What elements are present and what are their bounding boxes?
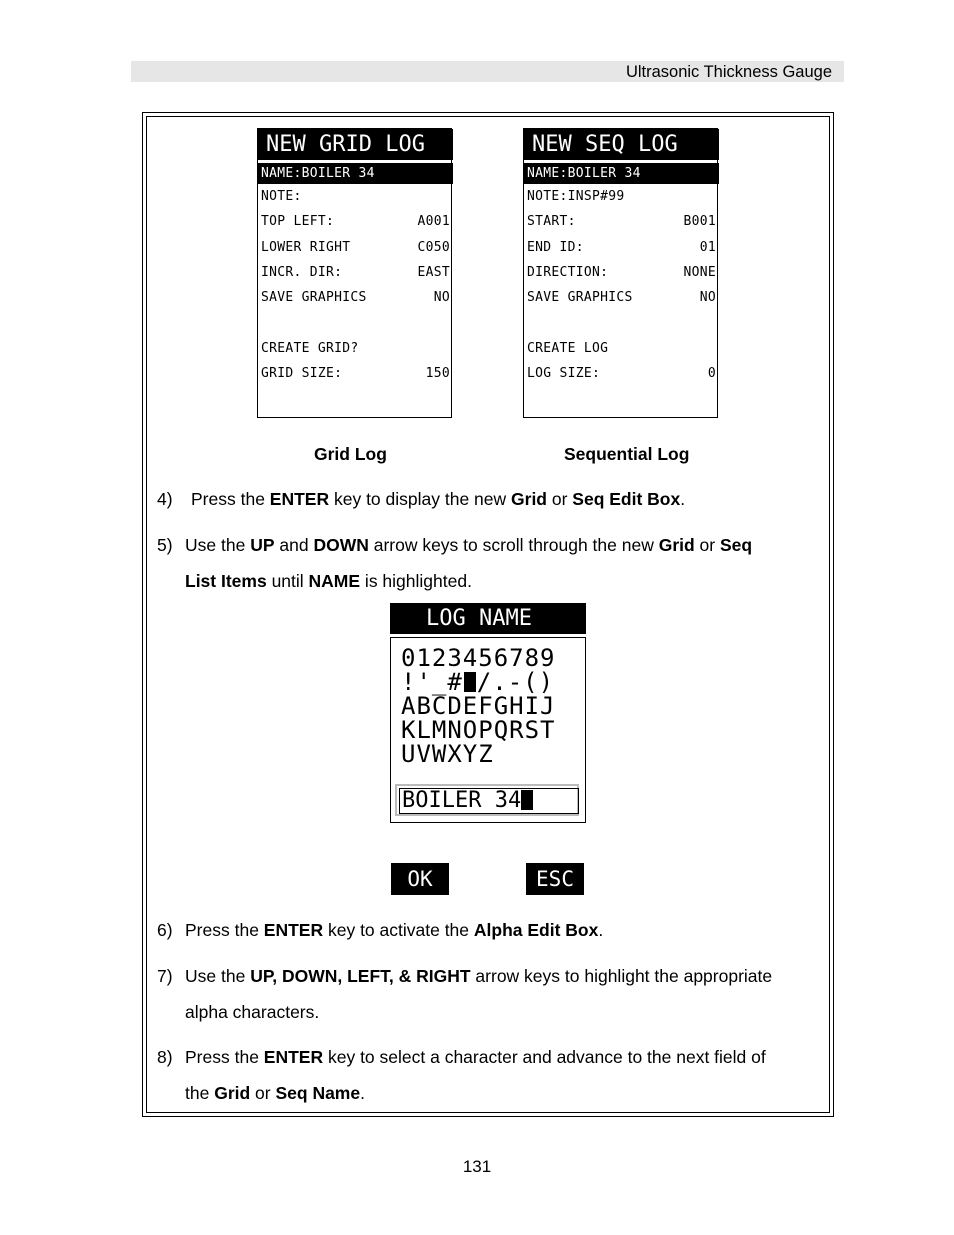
seq-row[interactable] [524,336,719,361]
seq-row[interactable] [524,260,719,285]
grid-row[interactable] [258,285,453,310]
seq-row-label: NAME:BOILER 34 [527,166,641,181]
ok-button[interactable]: OK [391,863,449,895]
seq-caption: Sequential Log [564,444,690,464]
seq-log-screen [523,128,718,418]
grid-row-label: NOTE: [261,189,302,205]
seq-row-label: NOTE:INSP#99 [527,189,625,205]
grid-caption: Grid Log [314,444,387,464]
seq-row[interactable] [524,310,719,335]
step-8: 8) Press the ENTER key to select a character and advance to the next field of the Grid or Seq Name. [157,1047,766,1103]
grid-row-value: 150 [425,366,450,382]
seq-row-label: SAVE GRAPHICS [527,290,633,306]
seq-row-value: NONE [683,265,716,281]
grid-log-screen [257,128,452,418]
seq-row[interactable] [524,163,719,184]
esc-button[interactable]: ESC [526,863,584,895]
seq-row-value: 0 [707,366,716,382]
alpha-edit-box[interactable] [390,637,586,823]
name-value: BOILER 34 [402,788,522,813]
alpha-row-a-j[interactable]: ABCDEFGHIJ [401,692,556,720]
grid-rows [258,163,453,386]
alpha-digits[interactable]: 0123456789 [401,644,556,672]
grid-row[interactable] [258,209,453,234]
alpha-cursor [464,672,476,692]
name-field[interactable] [395,784,579,816]
grid-row[interactable] [258,260,453,285]
seq-row[interactable] [524,235,719,260]
seq-row-value: B001 [683,214,716,230]
step-7: 7) Use the UP, DOWN, LEFT, & RIGHT arrow keys to highlight the appropriate alpha characters. [157,966,773,1022]
alpha-row-k-t[interactable]: KLMNOPQRST [401,716,556,744]
seq-row-label: END ID: [527,239,584,255]
name-field-inner [399,788,579,814]
header-title: Ultrasonic Thickness Gauge [625,63,832,81]
grid-row-label: INCR. DIR: [261,265,343,281]
seq-row-value: NO [699,290,716,306]
grid-row[interactable] [258,310,453,335]
grid-row-value: A001 [417,214,450,230]
seq-rows [524,163,719,386]
step-4: 4) Press the ENTER key to display the new Grid or Seq Edit Box. [157,489,686,509]
seq-row-value: 01 [699,239,716,255]
seq-row-label: LOG SIZE: [527,366,601,382]
seq-row[interactable] [524,361,719,386]
seq-row-label: DIRECTION: [527,265,609,281]
grid-row[interactable] [258,163,453,184]
seq-row-label: CREATE LOG [527,340,609,356]
grid-row-value: NO [433,290,450,306]
seq-screen-title: NEW SEQ LOG [524,129,719,160]
alpha-symbols[interactable]: !'_# /.-() [401,668,555,696]
grid-row-label: NAME:BOILER 34 [261,166,375,181]
seq-row[interactable] [524,285,719,310]
grid-row-label: GRID SIZE: [261,366,343,382]
seq-row[interactable] [524,209,719,234]
header-bar [131,61,844,82]
grid-row-value: EAST [417,265,450,281]
grid-row-label: CREATE GRID? [261,340,359,356]
grid-row[interactable] [258,336,453,361]
grid-row[interactable] [258,184,453,209]
seq-row[interactable] [524,184,719,209]
grid-row[interactable] [258,361,453,386]
grid-row-label: TOP LEFT: [261,214,335,230]
alpha-row-u-z[interactable]: UVWXYZ [401,740,494,768]
grid-screen-title: NEW GRID LOG [258,129,453,160]
step-5: 5) Use the UP and DOWN arrow keys to scroll through the new Grid or Seq List Items until NAME is highlighted. [157,535,753,591]
step-6: 6) Press the ENTER key to activate the Alpha Edit Box. [157,920,604,940]
grid-row-value: C050 [417,239,450,255]
name-cursor [521,790,533,810]
log-name-screen [390,603,585,821]
seq-row-label: START: [527,214,576,230]
log-name-title: LOG NAME [390,603,586,634]
grid-row-label: LOWER RIGHT [261,239,351,255]
grid-row[interactable] [258,235,453,260]
page-number: 131 [462,1157,492,1176]
grid-row-label: SAVE GRAPHICS [261,290,367,306]
